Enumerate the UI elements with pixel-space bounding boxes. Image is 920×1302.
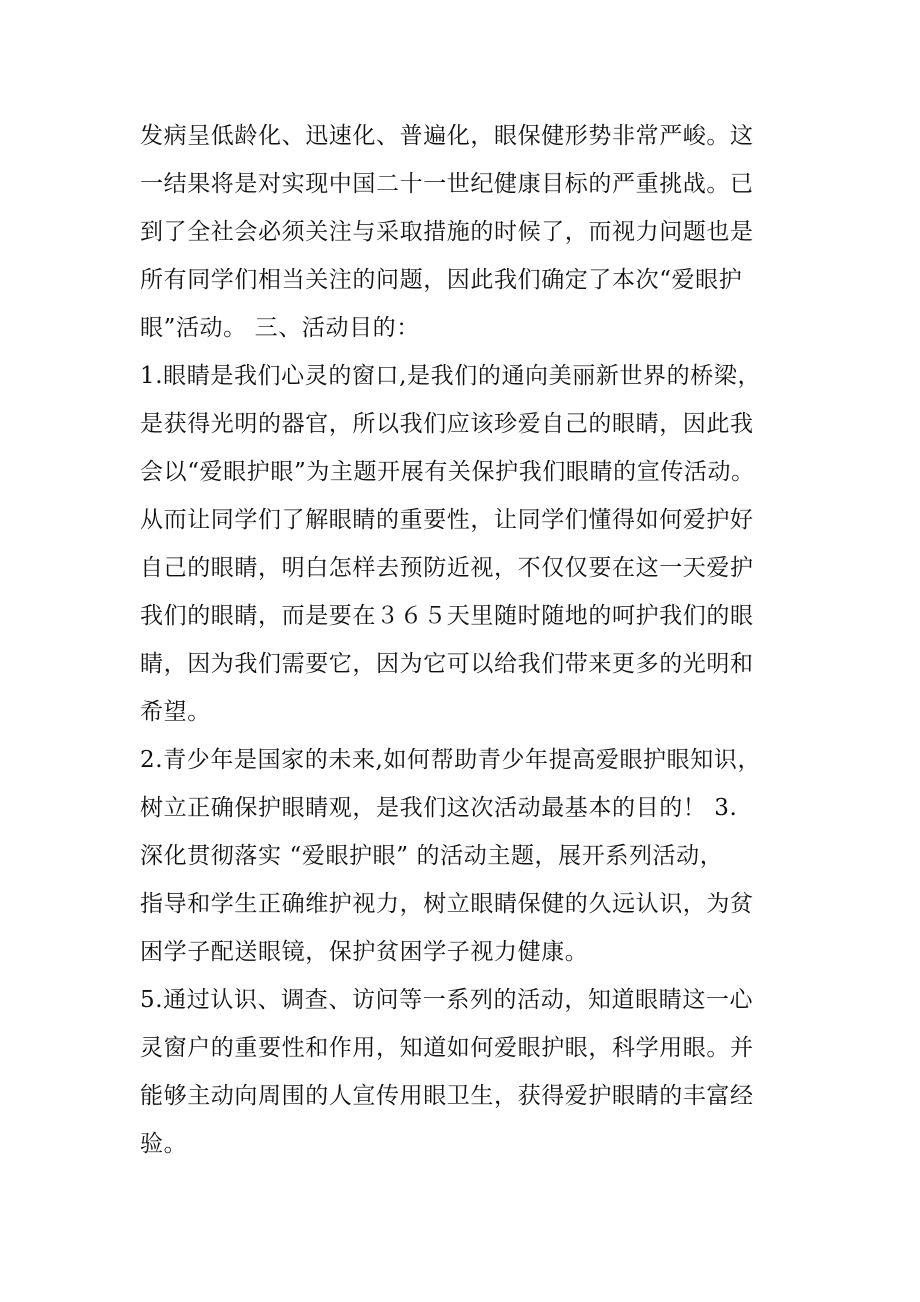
text-line: 会以“爱眼护眼”为主题开展有关保护我们眼睛的宣传活动。 xyxy=(140,459,755,485)
text-line: 困学子配送眼镜，保护贫困学子视力健康。 xyxy=(140,939,589,965)
text-line: 从而让同学们了解眼睛的重要性，让同学们懂得如何爱护好 xyxy=(140,507,754,533)
text-line: 指导和学生正确维护视力，树立眼睛保健的久远认识，为贫 xyxy=(140,891,754,917)
body-text xyxy=(140,112,800,1168)
text-line: 是获得光明的器官，所以我们应该珍爱自己的眼睛，因此我 xyxy=(140,411,754,437)
text-line: 2.青少年是国家的未来,如何帮助青少年提高爱眼护眼知识， xyxy=(140,747,762,773)
text-line: 自己的眼睛，明白怎样去预防近视，不仅仅要在这一天爱护 xyxy=(140,555,754,581)
text-line: 一结果将是对实现中国二十一世纪健康目标的严重挑战。已 xyxy=(140,171,754,197)
text-line: 所有同学们相当关注的问题，因此我们确定了本次“爱眼护 xyxy=(140,267,743,293)
text-line: 灵窗户的重要性和作用，知道如何爱眼护眼，科学用眼。并 xyxy=(140,1035,754,1061)
text-line: 希望。 xyxy=(140,699,211,725)
text-line: 发病呈低龄化、迅速化、普遍化，眼保健形势非常严峻。这 xyxy=(140,123,754,149)
text-line: 眼”活动。 三、活动目的： xyxy=(140,315,420,341)
text-line: 睛，因为我们需要它，因为它可以给我们带来更多的光明和 xyxy=(140,651,754,677)
text-line: 树立正确保护眼睛观，是我们这次活动最基本的目的！ 3. xyxy=(140,795,738,821)
text-line: 1.眼睛是我们心灵的窗口,是我们的通向美丽新世界的桥梁， xyxy=(140,363,762,389)
text-line: 能够主动向周围的人宣传用眼卫生，获得爱护眼睛的丰富经 xyxy=(140,1083,754,1109)
text-line: 到了全社会必须关注与采取措施的时候了，而视力问题也是 xyxy=(140,219,754,245)
text-line: 验。 xyxy=(140,1131,188,1157)
text-line: 我们的眼睛，而是要在３６５天里随时随地的呵护我们的眼 xyxy=(140,603,754,629)
text-line: 深化贯彻落实 “爱眼护眼” 的活动主题，展开系列活动， xyxy=(140,843,724,869)
text-line: 5.通过认识、调查、访问等一系列的活动，知道眼睛这一心 xyxy=(140,987,754,1013)
